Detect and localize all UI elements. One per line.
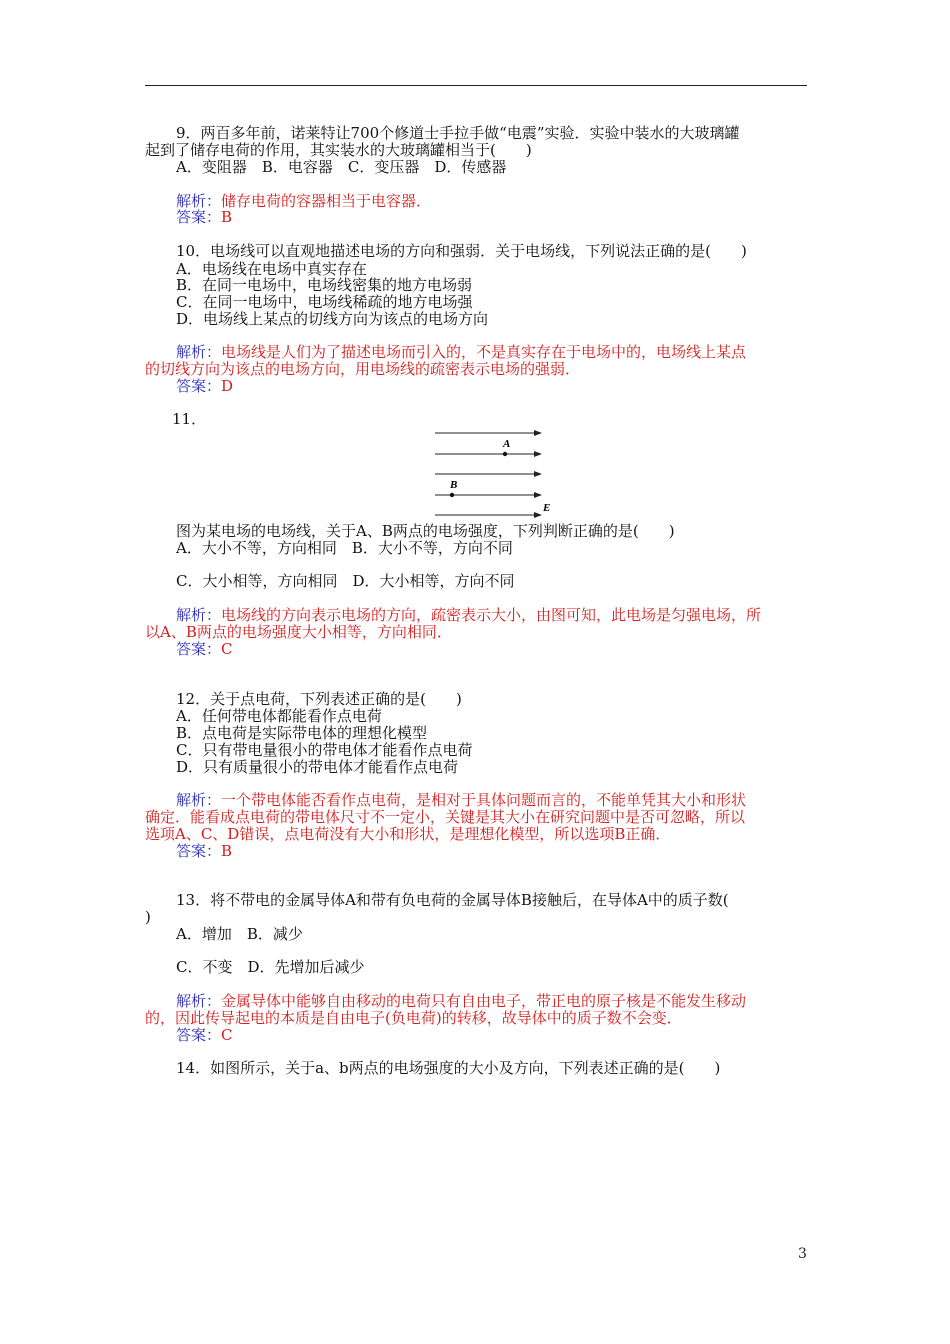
q10-analysis-line2: 的切线方向为该点的电场方向，用电场线的疏密表示电场的强弱．	[145, 360, 581, 378]
analysis-text: 一个带电体能否看作点电荷，是相对于具体问题而言的，不能单凭其大小和形状	[221, 791, 747, 809]
answer-label: 答案：	[176, 1026, 222, 1044]
q12-answer	[176, 842, 232, 860]
header-rule	[145, 85, 807, 86]
answer-label: 答案：	[176, 377, 222, 395]
answer-value: D	[221, 377, 234, 395]
q11-number: 11．	[172, 410, 207, 428]
q13-answer	[176, 1026, 233, 1044]
q12-analysis-line1	[176, 791, 746, 809]
electric-field-diagram	[425, 425, 565, 525]
field-e-label: E	[543, 502, 551, 514]
q11-stem: 图为某电场的电场线，关于A、B两点的电场强度，下列判断正确的是( )	[176, 522, 675, 540]
q10-option-a: A．电场线在电场中真实存在	[176, 260, 367, 278]
q10-option-d: D．电场线上某点的切线方向为该点的电场方向	[176, 310, 489, 328]
q13-options-line1: A．增加 B．减少	[176, 925, 303, 943]
answer-value: C	[221, 640, 233, 658]
q14-stem: 14．如图所示，关于a、b两点的电场强度的大小及方向，下列表述正确的是( )	[176, 1059, 721, 1077]
page-number: 3	[798, 1246, 807, 1262]
q13-stem-line1: 13．将不带电的金属导体A和带有负电荷的金属导体B接触后，在导体A中的质子数(	[176, 891, 729, 909]
analysis-label: 解析：	[176, 343, 222, 361]
q13-options-line2: C．不变 D．先增加后减少	[176, 958, 365, 976]
analysis-text: 金属导体中能够自由移动的电荷只有自由电子，带正电的原子核是不能发生移动	[221, 992, 747, 1010]
q10-option-c: C．在同一电场中，电场线稀疏的地方电场强	[176, 293, 473, 311]
q12-analysis-line2: 确定．能看成点电荷的带电体尺寸不一定小，关键是其大小在研究问题中是否可忽略，所以	[145, 808, 746, 826]
q11-options-line1: A．大小不等，方向相同 B．大小不等，方向不同	[176, 539, 513, 557]
answer-label: 答案：	[176, 208, 222, 226]
q12-option-d: D．只有质量很小的带电体才能看作点电荷	[176, 758, 459, 776]
analysis-label: 解析：	[176, 992, 222, 1010]
point-a-label: A	[503, 438, 511, 450]
q10-option-b: B．在同一电场中，电场线密集的地方电场弱	[176, 276, 473, 294]
analysis-label: 解析：	[176, 791, 222, 809]
q12-option-b: B．点电荷是实际带电体的理想化模型	[176, 724, 428, 742]
q10-answer	[176, 377, 233, 395]
q12-stem: 12．关于点电荷，下列表述正确的是( )	[176, 690, 462, 708]
point-b-label: B	[450, 479, 458, 491]
analysis-text: 电场线是人们为了描述电场而引入的，不是真实存在于电场中的，电场线上某点	[221, 343, 747, 361]
q13-analysis-line1	[176, 992, 746, 1010]
q10-stem: 10．电场线可以直观地描述电场的方向和强弱．关于电场线，下列说法正确的是( )	[176, 242, 747, 260]
analysis-label: 解析：	[176, 606, 222, 624]
q9-options: A．变阻器 B．电容器 C．变压器 D．传感器	[176, 158, 507, 176]
q9-stem-line2: 起到了储存电荷的作用，其实装水的大玻璃罐相当于( )	[145, 141, 532, 159]
q12-option-a: A．任何带电体都能看作点电荷	[176, 707, 382, 725]
q12-option-c: C．只有带电量很小的带电体才能看作点电荷	[176, 741, 473, 759]
answer-label: 答案：	[176, 842, 222, 860]
answer-value: B	[221, 842, 233, 860]
answer-value: B	[221, 208, 233, 226]
analysis-text: 储存电荷的容器相当于电容器．	[221, 192, 432, 210]
answer-value: C	[221, 1026, 233, 1044]
point-b-dot	[450, 493, 454, 497]
answer-label: 答案：	[176, 640, 222, 658]
analysis-label: 解析：	[176, 192, 222, 210]
q11-analysis-line1	[176, 606, 761, 624]
q11-analysis-line2: 以A、B两点的电场强度大小相等，方向相同．	[145, 623, 452, 641]
q11-options-line2: C．大小相等，方向相同 D．大小相等，方向不同	[176, 572, 515, 590]
analysis-text: 电场线的方向表示电场的方向，疏密表示大小，由图可知，此电场是匀强电场，所	[221, 606, 762, 624]
q13-analysis-line2: 的，因此传导起电的本质是自由电子(负电荷)的转移，故导体中的质子数不会变．	[145, 1009, 682, 1027]
q10-analysis-line1	[176, 343, 746, 361]
q12-analysis-line3: 选项A、C、D错误，点电荷没有大小和形状，是理想化模型，所以选项B正确．	[145, 825, 671, 843]
q9-answer	[176, 208, 232, 226]
q9-stem-line1: 9．两百多年前，诺莱特让700个修道士手拉手做“电震”实验．实验中装水的大玻璃罐	[176, 124, 740, 142]
q13-stem-line2: )	[145, 908, 151, 926]
point-a-dot	[503, 452, 507, 456]
q11-answer	[176, 640, 233, 658]
